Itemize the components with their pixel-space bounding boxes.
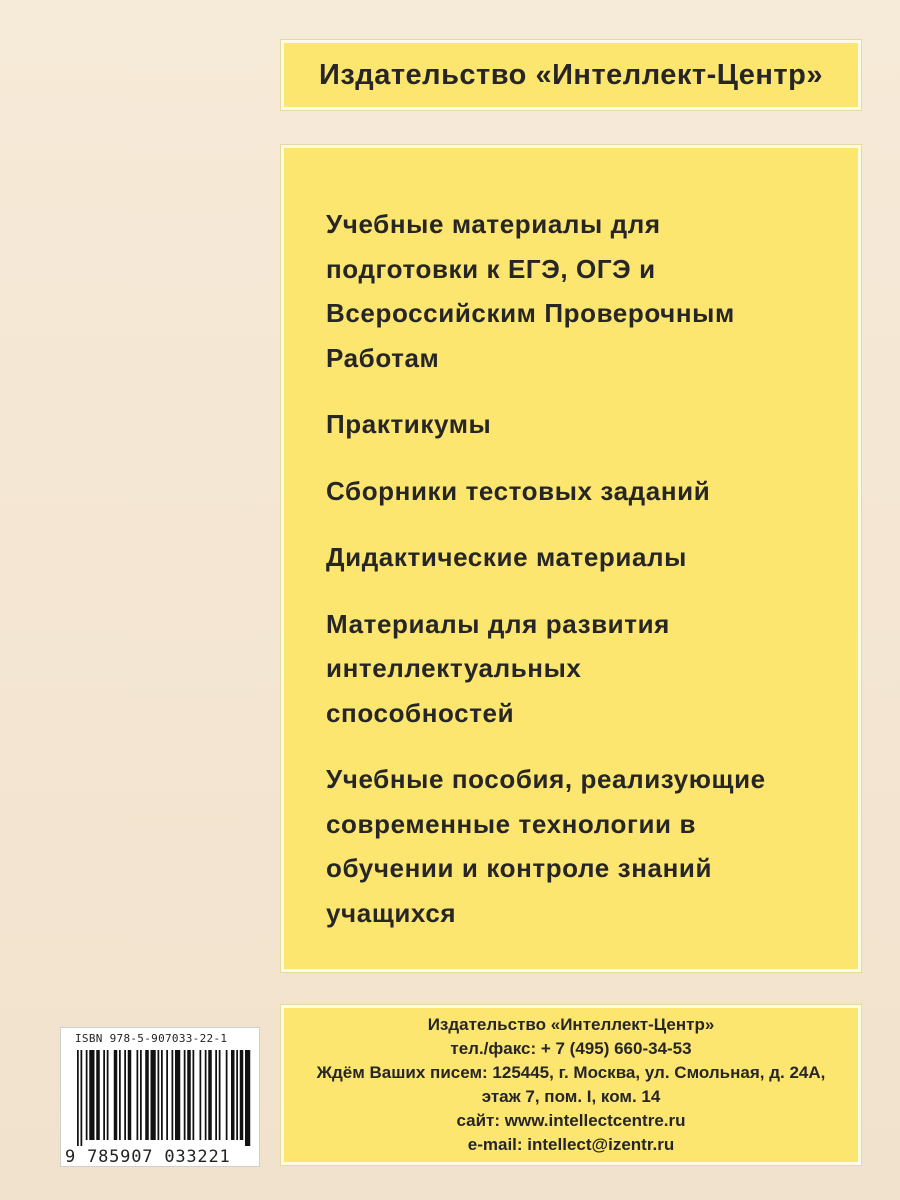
contact-publisher: Издательство «Интеллект-Центр» <box>427 1015 715 1034</box>
barcode-bar <box>245 1050 250 1146</box>
publisher-header-title: Издательство «Интеллект-Центр» <box>319 58 823 91</box>
category-intellectual-development <box>326 602 822 736</box>
barcode-bar <box>107 1050 109 1140</box>
barcode-bar <box>193 1050 195 1140</box>
category-line: Дидактические материалы <box>326 542 687 572</box>
category-line: подготовки к ЕГЭ, ОГЭ и <box>326 253 656 284</box>
category-modern-technologies <box>326 757 822 935</box>
category-test-collections <box>326 469 822 514</box>
barcode-bar <box>184 1050 186 1140</box>
barcode-bar <box>200 1050 202 1140</box>
category-line: Практикумы <box>326 409 492 439</box>
isbn-number: ISBN 978-5-907033-22-1 <box>75 1032 228 1045</box>
category-line: интеллектуальных <box>326 653 582 683</box>
category-practicums <box>326 402 822 447</box>
barcode-bar <box>151 1050 156 1140</box>
category-line: современные технологии в <box>326 808 697 839</box>
barcode-bar <box>240 1050 244 1140</box>
barcode-bar <box>145 1050 149 1140</box>
barcode-bar <box>187 1050 191 1140</box>
category-line: Всероссийским Проверочным <box>326 298 735 328</box>
publisher-header-panel <box>281 40 861 110</box>
category-line: Материалы для развития <box>326 608 670 639</box>
barcode-bar <box>205 1050 207 1140</box>
barcode-bar <box>81 1050 83 1146</box>
category-line: Учебные материалы для <box>326 209 661 239</box>
contacts-panel <box>281 1005 861 1165</box>
categories-panel <box>281 145 861 972</box>
contact-address-line1: Ждём Ваших писем: 125445, г. Москва, ул. Смольная, д. 24А, <box>316 1063 826 1082</box>
contact-email: e-mail: intellect@izentr.ru <box>467 1135 675 1154</box>
barcode-bar <box>161 1050 163 1140</box>
barcode-bar <box>236 1050 238 1140</box>
category-line: способностей <box>326 697 515 728</box>
barcode-bar <box>137 1050 139 1140</box>
category-line: Сборники тестовых заданий <box>326 475 711 506</box>
barcode-bar <box>119 1050 121 1140</box>
barcode-bar <box>215 1050 217 1140</box>
barcode-bar <box>140 1050 142 1140</box>
contact-phone: тел./факс: + 7 (495) 660-34-53 <box>450 1039 692 1058</box>
barcode-bar <box>124 1050 126 1140</box>
barcode-bar <box>172 1050 174 1140</box>
barcode-bar <box>231 1050 235 1140</box>
contact-address-line2: этаж 7, пом. I, ком. 14 <box>481 1087 661 1106</box>
category-line: Учебные пособия, реализующие <box>326 764 766 794</box>
barcode-bar <box>86 1050 88 1140</box>
category-line: учащихся <box>326 897 457 928</box>
barcode-bar <box>77 1050 79 1146</box>
barcode-bar <box>158 1050 160 1140</box>
category-line: Работам <box>326 342 440 373</box>
category-didactic-materials <box>326 535 822 580</box>
barcode-bar <box>208 1050 212 1140</box>
ean-digits: 9 785907 033221 <box>65 1147 231 1167</box>
isbn-barcode <box>60 1027 260 1167</box>
barcode-bars <box>77 1050 252 1146</box>
category-exam-materials <box>326 202 822 380</box>
barcode-bar <box>114 1050 118 1140</box>
barcode-bar <box>96 1050 100 1140</box>
barcode-bar <box>219 1050 221 1140</box>
category-line: обучении и контроле знаний <box>326 853 713 883</box>
barcode-bar <box>89 1050 94 1140</box>
barcode-bar <box>226 1050 228 1140</box>
barcode-bar <box>103 1050 105 1140</box>
contact-site: сайт: www.intellectcentre.ru <box>456 1111 686 1130</box>
barcode-bar <box>175 1050 180 1140</box>
barcode-bar <box>128 1050 132 1140</box>
barcode-bar <box>166 1050 168 1140</box>
